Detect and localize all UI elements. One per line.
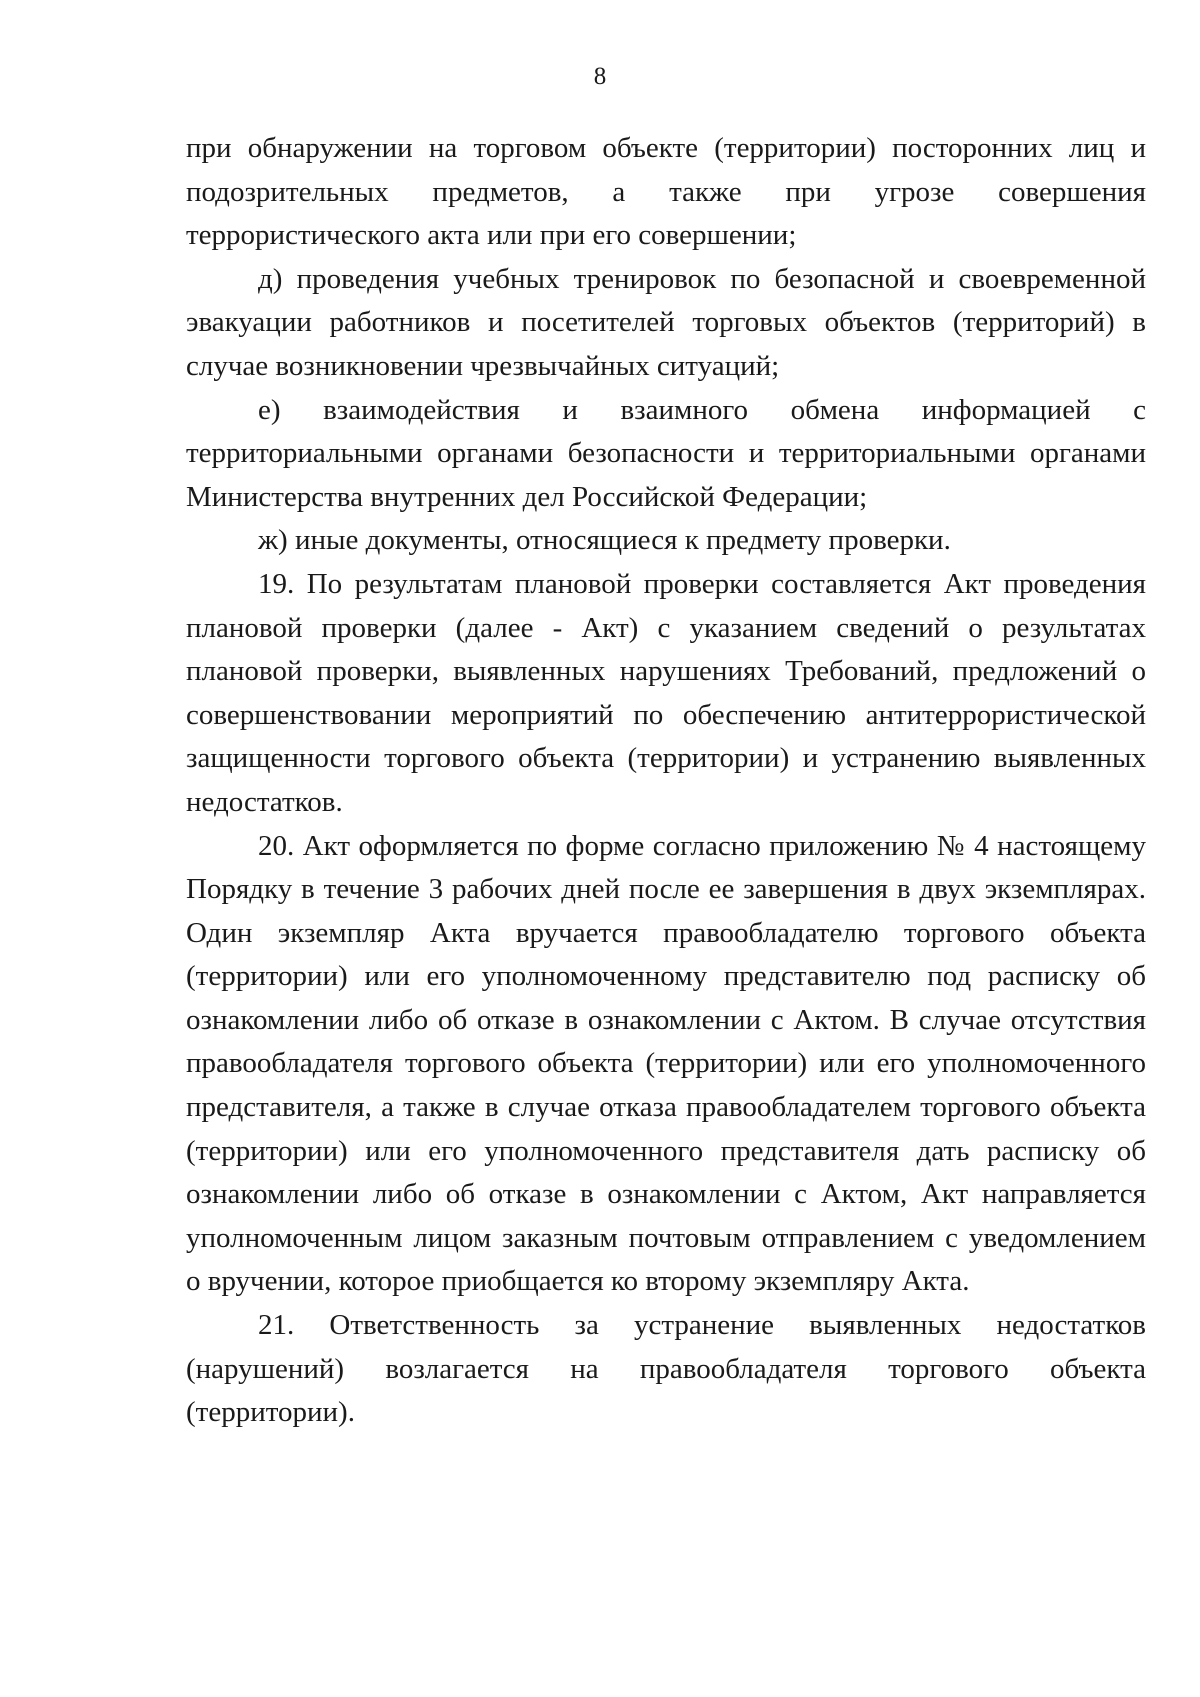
- paragraph-item-e: е) взаимодействия и взаимного обмена информацией с территориальными органами безопасности и территориальными органами Министерства внутренних дел Российской Федерации;: [186, 393, 1146, 513]
- page-number: 8: [593, 63, 607, 90]
- paragraph-clause-21: 21. Ответственность за устранение выявленных недостатков (нарушений) возлагается на правообладателя торгового объекта (территории).: [186, 1309, 1146, 1429]
- paragraph-clause-19: 19. По результатам плановой проверки составляется Акт проведения плановой проверки (далее - Акт) с указанием сведений о результатах плановой проверки, выявленных нарушениях Требований, предложений о совершенствовании мероприятий по обеспечению антитеррористической защищенности торгового объекта (территории) и устранению выявленных недостатков.: [186, 567, 1146, 818]
- document-body: [186, 127, 1146, 1435]
- paragraph-clause-20: 20. Акт оформляется по форме согласно приложению № 4 настоящему Порядку в течение 3 рабочих дней после ее завершения в двух экземплярах. Один экземпляр Акта вручается правообладателю торгового объекта (территории) или его уполномоченному представителю под расписку об ознакомлении либо об отказе в ознакомлении с Актом. В случае отсутствия правообладателя торгового объекта (территории) или его уполномоченного представителя, а также в случае отказа правообладателем торгового объекта (территории) или его уполномоченного представителя дать расписку об ознакомлении либо об отказе в ознакомлении с Актом, Акт направляется уполномоченным лицом заказным почтовым отправлением с уведомлением о вручении, которое приобщается ко второму экземпляру Акта.: [186, 829, 1146, 1298]
- paragraph-continuation: при обнаружении на торговом объекте (территории) посторонних лиц и подозрительных предметов, а также при угрозе совершения террористического акта или при его совершении;: [186, 132, 1146, 252]
- paragraph-item-d: д) проведения учебных тренировок по безопасной и своевременной эвакуации работников и посетителей торговых объектов (территорий) в случае возникновении чрезвычайных ситуаций;: [186, 262, 1146, 382]
- paragraph-item-zh: ж) иные документы, относящиеся к предмету проверки.: [258, 524, 951, 557]
